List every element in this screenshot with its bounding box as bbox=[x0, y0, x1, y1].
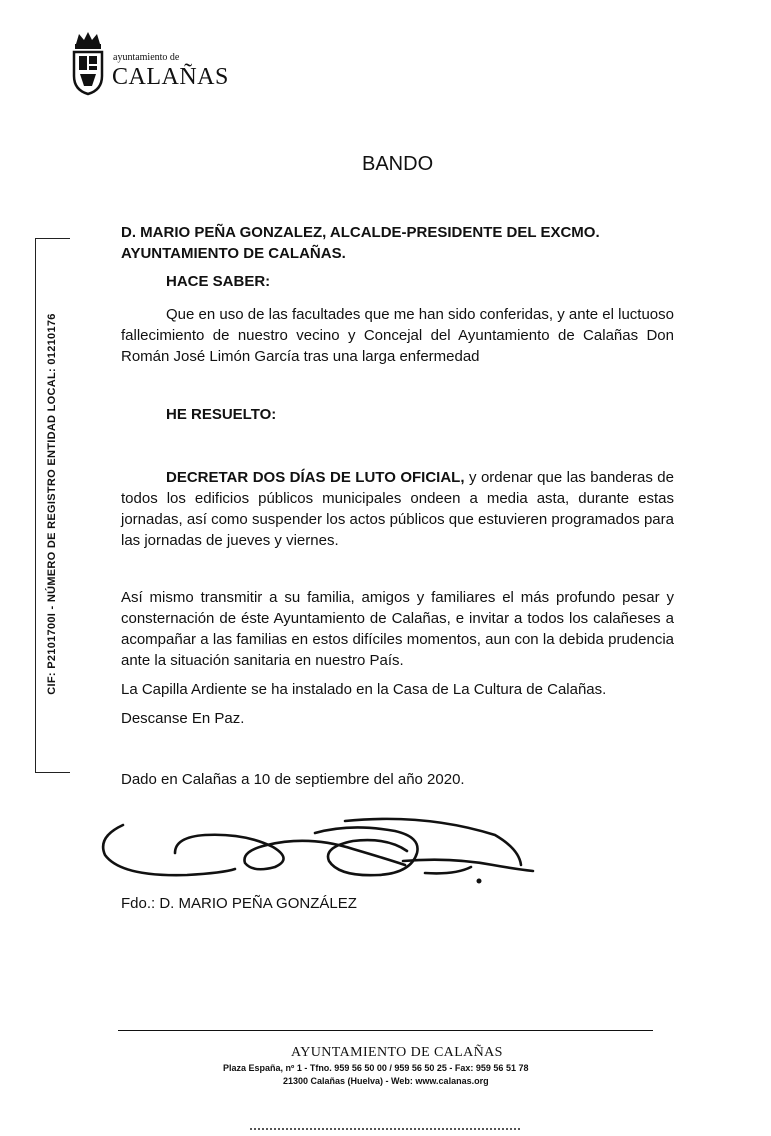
date-line: Dado en Calañas a 10 de septiembre del año 2020. bbox=[121, 771, 465, 788]
footer-address: Plaza España, nº 1 - Tfno. 959 56 50 00 / 959 56 50 25 - Fax: 959 56 51 78 bbox=[223, 1063, 529, 1073]
logo-subtitle: ayuntamiento de bbox=[113, 52, 180, 63]
side-stamp-text: CIF: P2101700I - NÚMERO DE REGISTRO ENTIDAD LOCAL: 01210176 bbox=[46, 313, 58, 695]
paragraph-1: Que en uso de las facultades que me han sido conferidas, y ante el luctuoso fallecimiento de nuestro vecino y Concejal del Ayuntamiento de Calañas Don Román José Limón García tras una larga enfermedad bbox=[121, 306, 674, 365]
municipal-crest-icon bbox=[70, 30, 106, 96]
decree-paragraph bbox=[121, 467, 674, 551]
hace-saber-label: HACE SABER: bbox=[166, 273, 271, 290]
footer-divider bbox=[118, 1030, 653, 1031]
he-resuelto-label: HE RESUELTO: bbox=[166, 406, 277, 423]
signed-by: Fdo.: D. MARIO PEÑA GONZÁLEZ bbox=[121, 895, 357, 912]
document-title: BANDO bbox=[362, 153, 434, 175]
footer-title: AYUNTAMIENTO DE CALAÑAS bbox=[291, 1045, 503, 1060]
signature-icon bbox=[95, 815, 535, 900]
paragraph-5: Descanse En Paz. bbox=[121, 710, 245, 727]
paragraph-4: La Capilla Ardiente se ha instalado en la Casa de La Cultura de Calañas. bbox=[121, 681, 607, 698]
paragraph-3: Así mismo transmitir a su familia, amigos y familiares el más profundo pesar y consternación de éste Ayuntamiento de Calañas, e invitar a todos los calañeses a acompañar a las familias en estos difíciles momentos, aun con la debida prudencia ante la situación sanitaria en nuestro País. bbox=[121, 589, 674, 669]
decree-bold: DECRETAR DOS DÍAS DE LUTO OFICIAL, bbox=[166, 469, 465, 486]
footer-web: 21300 Calañas (Huelva) - Web: www.calanas.org bbox=[283, 1076, 489, 1086]
scan-artifact bbox=[250, 1128, 520, 1130]
logo-name: CALAÑAS bbox=[112, 64, 229, 90]
heading: D. MARIO PEÑA GONZALEZ, ALCALDE-PRESIDENTE DEL EXCMO. AYUNTAMIENTO DE CALAÑAS. bbox=[121, 224, 600, 262]
decree-rest: y ordenar que las banderas de todos los edificios públicos municipales ondeen a media asta, durante estas jornadas, así como suspender los actos públicos que estuvieren programados para las jornadas de jueves y viernes. bbox=[121, 469, 674, 549]
